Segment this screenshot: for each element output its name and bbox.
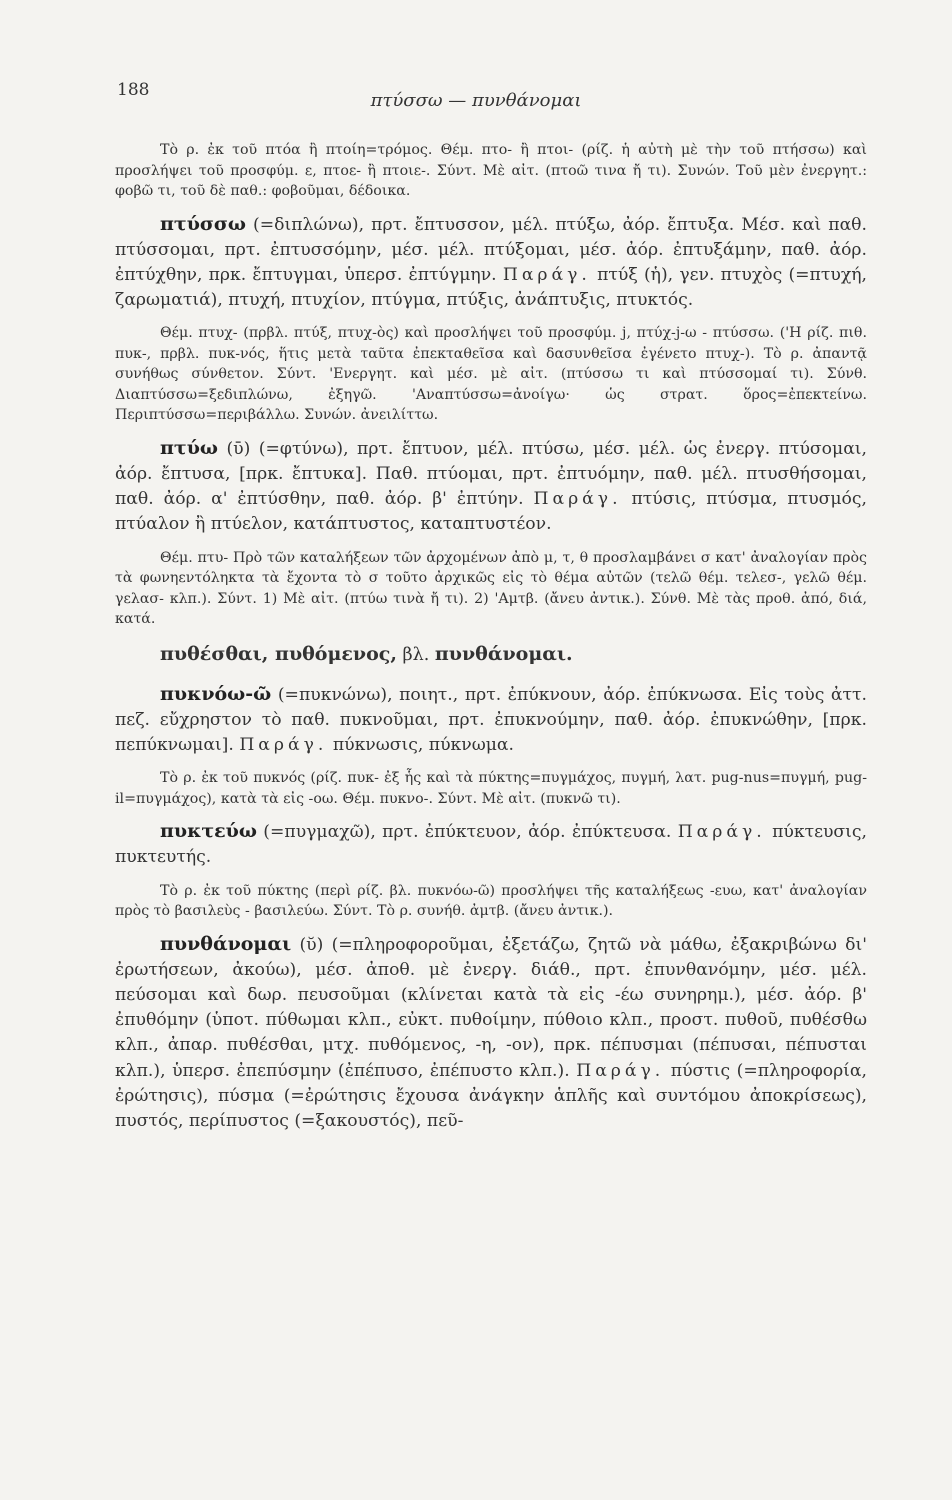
paragogon-label: Παράγ.	[502, 264, 591, 285]
entry-body: (=διπλώνω), πρτ. ἔπτυσσον, μέλ. πτύξω, ἀόρ. ἔπτυξα. Μέσ. καὶ παθ. πτύσσομαι, πρτ. ἐπτυσσόμην, μέσ. μέλ. πτύξομαι, μέσ. ἀόρ. ἐπτυξάμην, παθ. ἀόρ. ἐπτύχθην, πρκ. ἔπτυγμαι, ὑπερσ. ἐπτύγμην.	[115, 214, 867, 285]
page-body	[115, 140, 867, 1144]
note-text: Τὸ ρ. ἐκ τοῦ πτόα ἢ πτοίη=τρόμος. Θέμ. πτο- ἢ πτοι- (ρίζ. ἡ αὐτὴ μὲ τὴν τοῦ πτήσσω) καὶ προσλήψει τοῦ προσφύμ. ε, πτοε- ἢ πτοιε-. Σύντ. Μὲ αἰτ. (πτοῶ τινα ἤ τι). Συνών. Τοῦ μὲν ἐνεργητ.: φοβῶ τι, τοῦ δὲ παθ.: φοβοῦμαι, δέδοικα.	[115, 142, 867, 199]
paragogon-text: πτύσις, πτύσμα, πτυσμός, πτύαλον ἢ πτύελον, κατάπτυστος, καταπτυστέον.	[115, 489, 867, 535]
running-head: πτύσσω — πυνθάνομαι	[370, 90, 582, 111]
entry-ptysso	[115, 212, 867, 314]
entry-note	[115, 140, 867, 202]
headword: πυκτεύω	[160, 820, 257, 843]
paragogon-text: πύκτευσις, πυκτευτής.	[115, 822, 867, 868]
paragogon-label: Παράγ.	[533, 489, 622, 510]
entry-ptyo	[115, 436, 867, 538]
ref-see: βλ.	[396, 644, 435, 665]
entry-text	[115, 212, 867, 314]
headword: πυνθάνομαι	[160, 932, 292, 955]
entry-pykteuo	[115, 819, 867, 870]
entry-note	[115, 768, 867, 809]
paragogon-text: πύκνωσις, πύκνωμα.	[327, 735, 514, 756]
entry-note	[115, 881, 867, 922]
paragogon-label: Παράγ.	[239, 735, 328, 756]
paragogon-text: πύστις (=πληροφορία, ἐρώτησις), πύσμα (=ἐρώτησις ἔχουσα ἀνάγκην ἁπλῆς καὶ συντόμου ἀποκρίσεως), πυστός, περίπυστος (=ξακουστός), πεῦ-	[115, 1060, 867, 1132]
entry-pyknoo	[115, 682, 867, 759]
entry-body: (=πυκνώνω), ποιητ., πρτ. ἐπύκνουν, ἀόρ. ἐπύκνωσα. Εἰς τοὺς ἀττ. πεζ. εὔχρηστον τὸ παθ. πυκνοῦμαι, πρτ. ἐπυκνούμην, παθ. ἀόρ. ἐπυκνώθην, [πρκ. πεπύκνωμαι].	[115, 684, 867, 756]
entry-text	[115, 682, 867, 759]
ref-target: πυνθάνομαι.	[434, 642, 573, 665]
headword: πυκνόω-ῶ	[160, 682, 272, 705]
note-text: Θέμ. πτυχ- (πρβλ. πτύξ, πτυχ-ὸς) καὶ προσλήψει τοῦ προσφύμ. j, πτύχ-j-ω - πτύσσω. ('Η ρίζ. πιθ. πυκ-, πρβλ. πυκ-νός, ἥτις μετὰ ταῦτα ἐπεκταθεῖσα καὶ δασυνθεῖσα ἐγένετο πτυχ-). Τὸ ρ. ἀπαντᾷ συνήθως σύνθετον. Σύντ. 'Ενεργητ. καὶ μέσ. μὲ αἰτ. (πτύσσω τι καὶ πτύσσομαί τι). Σύνθ. Διαπτύσσω=ξεδιπλώνω, ἐξηγῶ. 'Αναπτύσσω=ἀνοίγω· ὡς στρατ. ὅρος=ἐπεκτείνω. Περιπτύσσω=περιβάλλω. Συνών. ἀνειλίττω.	[115, 325, 867, 424]
entry-note	[115, 323, 867, 426]
note-text: Τὸ ρ. ἐκ τοῦ πύκτης (περὶ ρίζ. βλ. πυκνόω-ῶ) προσλήψει τῆς καταλήξεως -ευω, κατ' ἀναλογίαν πρὸς τὸ βασιλεὺς - βασιλεύω. Σύντ. Τὸ ρ. συνήθ. ἀμτβ. (ἄνευ ἀντικ.).	[115, 882, 867, 920]
note-text: Θέμ. πτυ- Πρὸ τῶν καταλήξεων τῶν ἀρχομένων ἀπὸ μ, τ, θ προσλαμβάνει σ κατ' ἀναλογίαν πρὸς τὰ φωνηεντόληκτα τὰ ἔχοντα τὸ σ τοῦτο ἀρχικῶς εἰς τὸ θέμα αὐτῶν (τελῶ θέμ. τελεσ-, γελῶ θέμ. γελασ- κλπ.). Σύντ. 1) Μὲ αἰτ. (πτύω τινὰ ἤ τι). 2) 'Αμτβ. (ἄνευ ἀντικ.). Σύνθ. Μὲ τὰς προθ. ἀπό, διά, κατά.	[115, 549, 867, 628]
paragogon-text: πτύξ (ἡ), γεν. πτυχὸς (=πτυχή, ζαρωματιά), πτυχή, πτυχίον, πτύγμα, πτύξις, ἀνάπτυξις, πτυκτός.	[115, 264, 867, 311]
headword: πτύω	[160, 436, 218, 459]
entry-body: (ῡ) (=φτύνω), πρτ. ἔπτυον, μέλ. πτύσω, μέσ. μέλ. ὡς ἐνεργ. πτύσομαι, ἀόρ. ἔπτυσα, [πρκ. ἔπτυκα]. Παθ. πτύομαι, πρτ. ἐπτυόμην, παθ. μέλ. πτυσθήσομαι, παθ. ἀόρ. α' ἐπτύσθην, παθ. ἀόρ. β' ἐπτύην.	[115, 438, 867, 510]
entry-text	[115, 819, 867, 870]
entry-body: (ῠ) (=πληροφοροῦμαι, ἐξετάζω, ζητῶ νὰ μάθω, ἐξακριβώνω δι' ἐρωτήσεων, ἀκούω), μέσ. ἀποθ. μὲ ἐνεργ. διάθ., πρτ. ἐπυνθανόμην, μέσ. μέλ. πεύσομαι καὶ δωρ. πευσοῦμαι (κλίνεται κατὰ τὰ εἰς -έω συνηρημ.), μέσ. ἀόρ. β' ἐπυθόμην (ὑποτ. πύθωμαι κλπ., εὐκτ. πυθοίμην, πύθοιο κλπ., προστ. πυθοῦ, πυθέσθω κλπ., ἀπαρ. πυθέσθαι, μτχ. πυθόμενος, -η, -ον), πρκ. πέπυσμαι (πέπυσαι, πέπυσται κλπ.), ὑπερσ. ἐπεπύσμην (ἐπέπυσο, ἐπέπυστο κλπ.).	[115, 934, 867, 1081]
page-number: 188	[117, 80, 150, 100]
paragogon-label: Παράγ.	[576, 1060, 665, 1081]
entry-cross-reference	[115, 642, 867, 668]
entry-text	[115, 436, 867, 538]
entry-pynthanomai	[115, 932, 867, 1135]
entry-text	[115, 932, 867, 1135]
headword: πυθέσθαι, πυθόμενος,	[160, 642, 397, 665]
headword: πτύσσω	[160, 212, 246, 235]
paragogon-label: Παράγ.	[677, 822, 766, 843]
entry-note	[115, 548, 867, 630]
entry-body: (=πυγμαχῶ), πρτ. ἐπύκτευον, ἀόρ. ἐπύκτευσα.	[256, 822, 678, 843]
note-text: Τὸ ρ. ἐκ τοῦ πυκνός (ρίζ. πυκ- ἐξ ἧς καὶ τὰ πύκτης=πυγμάχος, πυγμή, λατ. pug-nus=πυγμή, pug-il=πυγμάχος), κατὰ τὰ εἰς -οω. Θέμ. πυκνο-. Σύντ. Μὲ αἰτ. (πυκνῶ τι).	[115, 770, 867, 807]
